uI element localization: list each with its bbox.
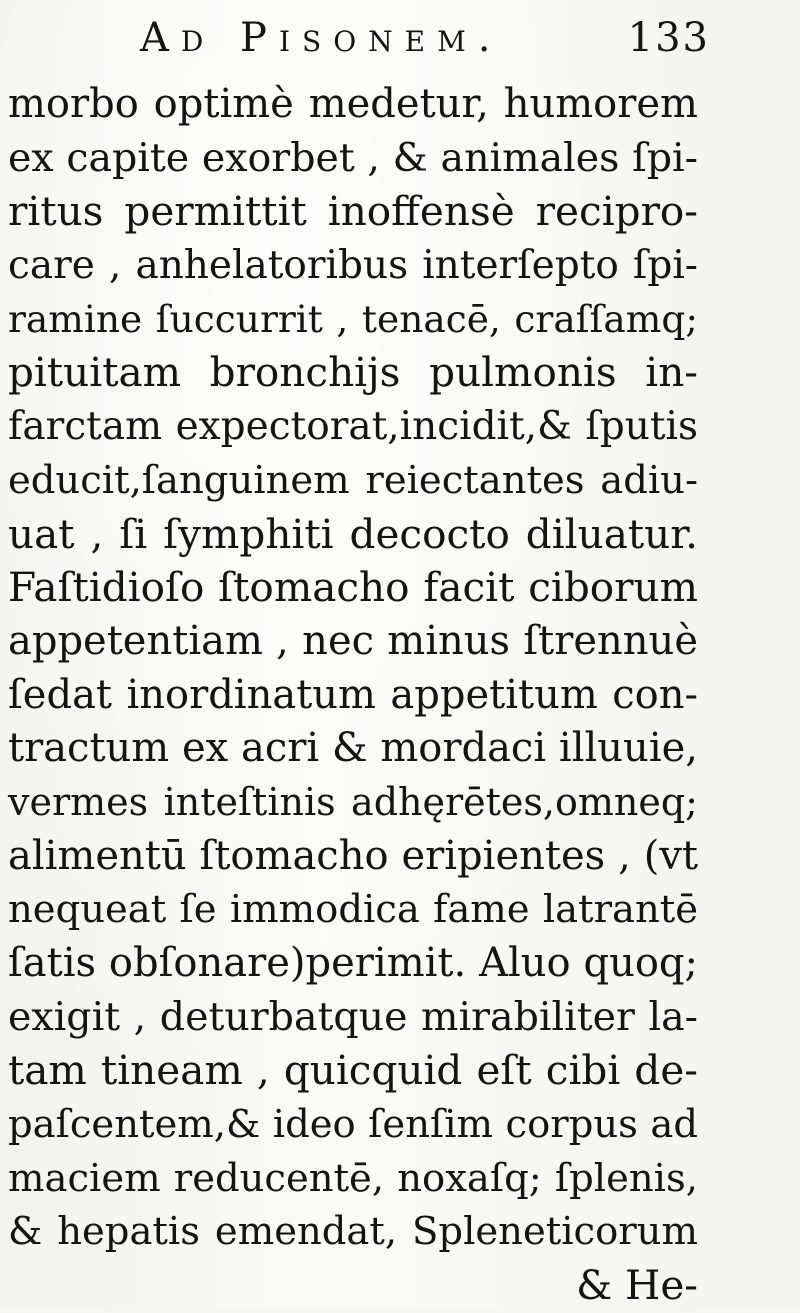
body-text: [8, 78, 698, 1313]
text-line: tractum ex acri & mordaci illuuie,: [8, 725, 698, 772]
text-line: farctam expectorat,incidit,& ſputis: [8, 404, 698, 450]
text-line: morbo optimè medetur, humorem: [8, 81, 698, 127]
text-line: paſcentem,& ideo ſenſim corpus ad: [8, 1102, 698, 1148]
text-line: ramine ſuccurrit , tenacē, craſſamq;: [8, 296, 698, 341]
running-title: Ad Pisonem.: [140, 15, 503, 61]
text-line: educit,ſanguinem reiectantes adiu-: [8, 457, 698, 503]
text-line: ritus permittit inoffensè recipro-: [8, 187, 698, 236]
text-line: pituitam bronchijs pulmonis in-: [8, 348, 698, 397]
text-line: tam tineam , quicquid eſt cibi de-: [8, 1046, 698, 1095]
text-line: ſedat inordinatum appetitum con-: [8, 671, 698, 718]
text-line: alimentū ſtomacho eripientes , (vt: [8, 832, 698, 879]
text-line: Faſtidioſo ſtomacho facit ciborum: [8, 563, 698, 612]
text-line: care , anhelatoribus interſepto ſpi-: [8, 243, 698, 289]
text-line: exigit , deturbatque mirabiliter la-: [8, 993, 698, 1040]
text-line: maciem reducentē, noxaſq; ſplenis,: [8, 1155, 698, 1201]
text-line: vermes inteſtinis adhęrētes,omneq;: [8, 779, 698, 824]
text-line: uat , ſi ſymphiti decocto diluatur.: [8, 509, 698, 558]
text-line: & hepatis emendat, Spleneticorum: [8, 1209, 698, 1255]
catchword: & He-: [576, 1261, 698, 1310]
text-line: appetentiam , nec minus ſtrennuè: [8, 617, 698, 664]
text-line: ex capite exorbet , & animales ſpi-: [8, 134, 698, 181]
text-line: ſatis obſonare)perimit. Aluo quoq;: [8, 940, 698, 986]
running-head: [0, 8, 800, 68]
text-line: nequeat ſe immodica fame latrantē: [8, 887, 698, 933]
page-number: 133: [627, 15, 710, 61]
